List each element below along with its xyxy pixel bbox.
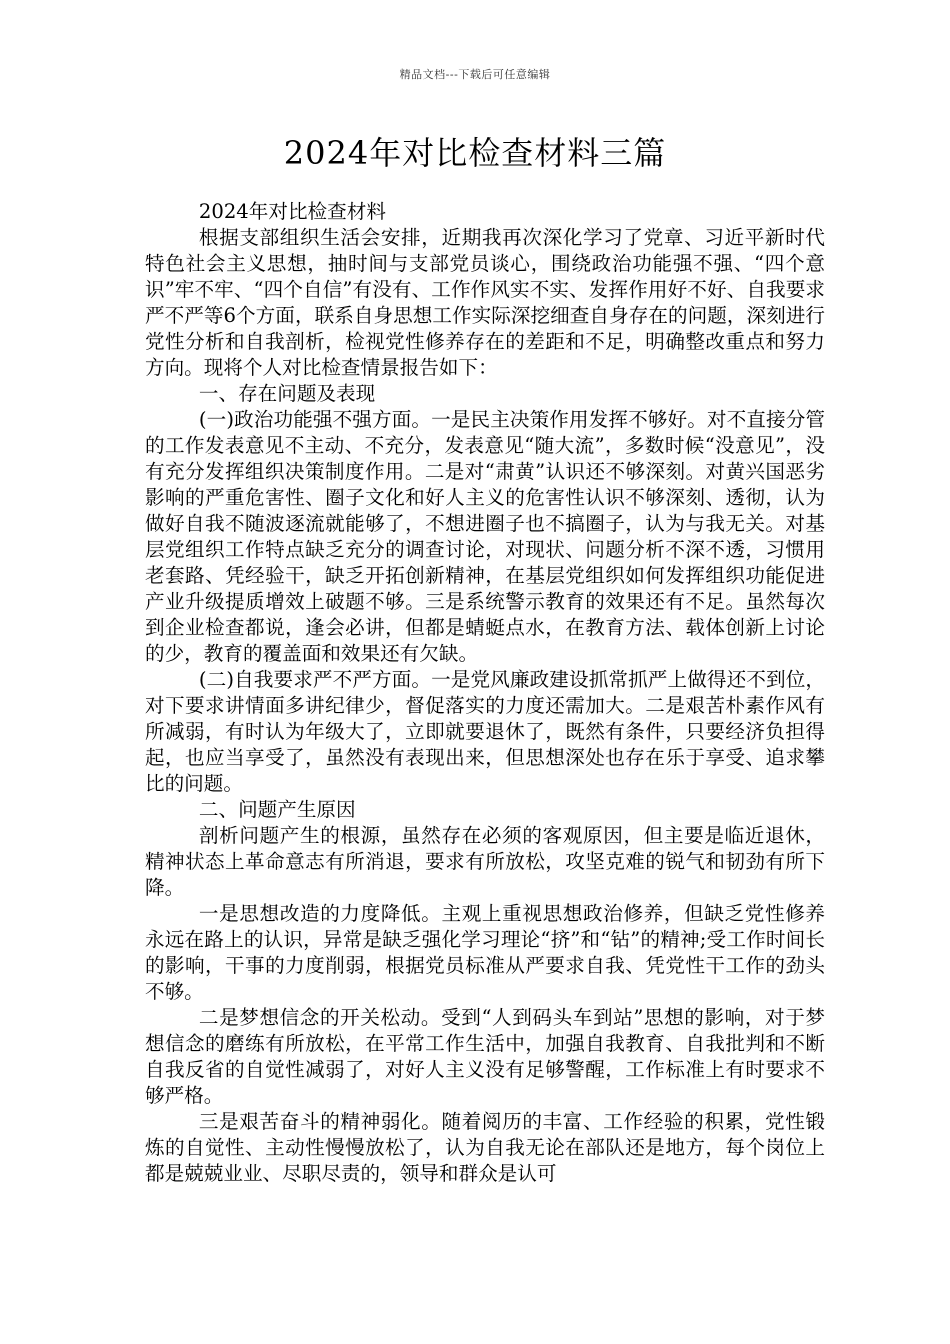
paragraph-cause-two: 二是梦想信念的开关松动。受到“人到码头车到站”思想的影响，对于梦想信念的磨练有所放松，在平常工作生活中，加强自我教育、自我批判和不断自我反省的自觉性减弱了，对好人主义没有足够警醒，工作标准上有时要求不够严格。 (145, 1006, 825, 1107)
document-body (145, 199, 825, 1187)
section-heading-causes: 二、问题产生原因 (198, 798, 356, 821)
intro-paragraph: 根据支部组织生活会安排，近期我再次深化学习了党章、习近平新时代特色社会主义思想，抽时间与支部党员谈心，围绕政治功能强不强、“四个意识”牢不牢、“四个自信”有没有、工作作风实不实、发挥作用好不好、自我要求严不严等6个方面，联系自身思想工作实际深挖细查自身存在的问题，深刻进行党性分析和自我剖析，检视党性修养存在的差距和不足，明确整改重点和努力方向。现将个人对比检查情景报告如下： (145, 226, 825, 379)
section-heading-problems: 一、存在问题及表现 (198, 382, 376, 405)
paragraph-self-requirement: (二)自我要求严不严方面。一是党风廉政建设抓常抓严上做得还不到位，对下要求讲情面多讲纪律少，督促落实的力度还需加大。二是艰苦朴素作风有所减弱，有时认为年级大了，立即就要退休了，既然有条件，只要经济负担得起，也应当享受了，虽然没有表现出来，但思想深处也存在乐于享受、追求攀比的问题。 (145, 668, 825, 795)
paragraph-cause-three: 三是艰苦奋斗的精神弱化。随着阅历的丰富、工作经验的积累，党性锻炼的自觉性、主动性慢慢放松了，认为自我无论在部队还是地方，每个岗位上都是兢兢业业、尽职尽责的，领导和群众是认可 (145, 1110, 825, 1185)
paragraph-political-function: (一)政治功能强不强方面。一是民主决策作用发挥不够好。对不直接分管的工作发表意见不主动、不充分，发表意见“随大流”，多数时候“没意见”，没有充分发挥组织决策制度作用。二是对“肃黄”认识还不够深刻。对黄兴国恶劣影响的严重危害性、圈子文化和好人主义的危害性认识不够深刻、透彻，认为做好自我不随波逐流就能够了，不想进圈子也不搞圈子，认为与我无关。对基层党组织工作特点缺乏充分的调查讨论，对现状、问题分析不深不透，习惯用老套路、凭经验干，缺乏开拓创新精神，在基层党组织如何发挥组织功能促进产业升级提质增效上破题不够。三是系统警示教育的效果还有不足。虽然每次到企业检查都说，逢会必讲，但都是蜻蜓点水，在教育方法、载体创新上讨论的少，教育的覆盖面和效果还有欠缺。 (145, 408, 825, 665)
subtitle-paragraph: 2024年对比检查材料 (198, 200, 386, 223)
document-title: 2024年对比检查材料三篇 (283, 134, 667, 172)
page-header-note: 精品文档---下载后可任意编辑 (399, 68, 551, 81)
paragraph-root-cause: 剖析问题产生的根源，虽然存在必须的客观原因，但主要是临近退休，精神状态上革命意志有所消退，要求有所放松，攻坚克难的锐气和韧劲有所下降。 (145, 824, 825, 899)
paragraph-cause-one: 一是思想改造的力度降低。主观上重视思想政治修养，但缺乏党性修养永远在路上的认识，异常是缺乏强化学习理论“挤”和“钻”的精神;受工作时间长的影响，干事的力度削弱，根据党员标准从严要求自我、凭党性干工作的劲头不够。 (145, 902, 825, 1003)
